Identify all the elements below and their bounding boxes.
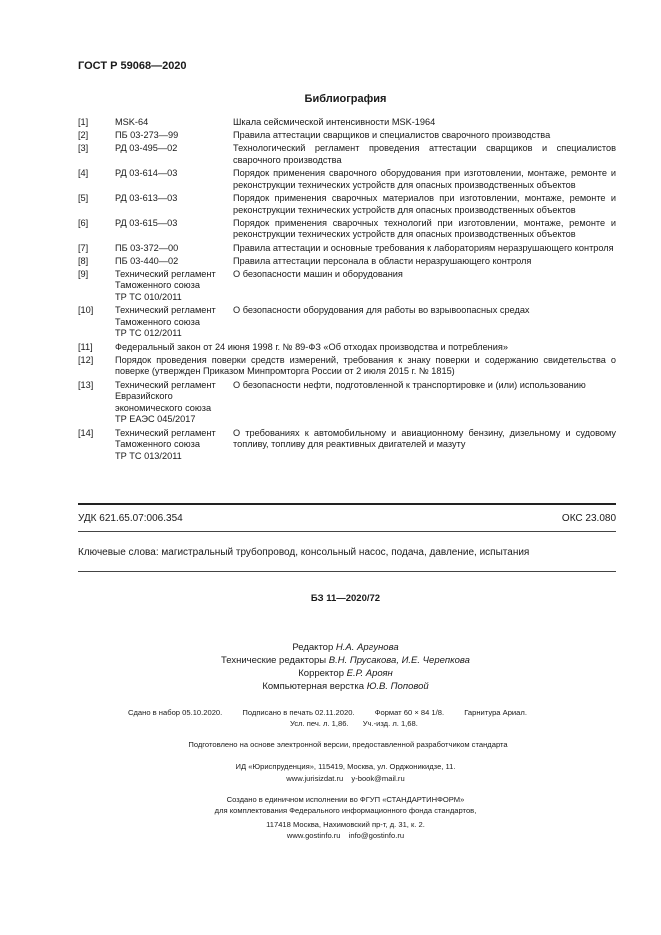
entry-title: Правила аттестации и основные требования к лабораториям неразрушающего контроля <box>233 242 614 253</box>
bibliography-entry <box>78 380 616 426</box>
entry-number: [3] <box>78 143 89 154</box>
divider-2 <box>78 571 616 572</box>
staff-layout <box>0 681 661 692</box>
print-sheets: Усл. печ. л. 1,86. <box>290 719 349 728</box>
entry-number: [13] <box>78 379 94 390</box>
bibliography-entry <box>78 269 616 304</box>
bibliography-entry <box>78 243 616 255</box>
publisher-line: ИД «Юриспруденция», 115419, Москва, ул. Орджоникидзе, 11. <box>235 762 456 771</box>
entry-number: [5] <box>78 192 89 203</box>
entry-number: [10] <box>78 305 94 316</box>
editor-label: Редактор <box>292 642 334 653</box>
entry-title: Порядок применения сварочных материалов при изготовлении, монтаже, ремонте и реконструкции технических устройств для опасных производственных объектов <box>233 192 616 215</box>
layout-label: Компьютерная верстка <box>262 681 365 692</box>
entry-code: ПБ 03-273—99 <box>115 130 179 141</box>
entry-title: Порядок применения сварочных технологий при изготовлении, монтаже, ремонте и реконструкции технических устройств для опасных производственных объектов <box>233 217 616 240</box>
editor-name: Н.А. Аргунова <box>335 642 399 653</box>
pub-sheets: Уч.-изд. л. 1,68. <box>362 719 418 728</box>
entry-number: [2] <box>78 130 89 141</box>
entry-title: Технологический регламент проведения аттестации сварщиков и специалистов сварочного производства <box>233 143 616 165</box>
sent-date: Сдано в набор 05.10.2020. <box>128 708 223 717</box>
signed-date: Подписано в печать 02.11.2020. <box>242 708 355 717</box>
udc-code: УДК 621.65.07:006.354 <box>78 513 183 524</box>
publisher-site[interactable]: www.jurisizdat.ru <box>286 774 344 783</box>
bibliography-list <box>78 117 616 464</box>
entry-code: РД 03-613—03 <box>115 192 178 203</box>
entry-title: Порядок применения сварочного оборудования при изготовлении, монтаже, ремонте и реконструкции технических устройств для опасных производственных объектов <box>233 168 616 190</box>
entry-title: О безопасности машин и оборудования <box>233 268 403 279</box>
entry-code: Технический регламент Таможенного союза ТР ТС 013/2011 <box>115 427 216 461</box>
tech-names: В.Н. Прусакова, И.Е. Черепкова <box>328 655 470 666</box>
staff-corrector <box>0 668 661 679</box>
typeface: Гарнитура Ариал. <box>464 708 527 717</box>
entry-code: ПБ 03-440—02 <box>115 255 179 266</box>
corrector-label: Корректор <box>298 668 344 679</box>
divider-thick <box>78 503 616 505</box>
entry-number: [4] <box>78 168 89 179</box>
bibliography-entry <box>78 193 616 216</box>
staff-tech <box>0 655 661 666</box>
bibliography-entry <box>78 130 616 142</box>
bibliography-entry <box>78 117 616 129</box>
gostinfo-contacts <box>0 831 661 840</box>
bibliography-entry <box>78 256 616 268</box>
gostinfo-site[interactable]: www.gostinfo.ru <box>286 831 341 840</box>
bibliography-entry <box>78 218 616 241</box>
publisher-contacts <box>0 774 661 783</box>
bibliography-entry <box>78 143 616 166</box>
print-info-line2 <box>290 719 430 728</box>
entry-number: [11] <box>78 341 93 352</box>
entry-code: РД 03-615—03 <box>115 217 178 228</box>
prepared-note: Подготовлено на основе электронной версии, предоставленной разработчиком стандарта <box>188 740 508 749</box>
tech-label: Технические редакторы <box>221 655 327 666</box>
gostinfo-email[interactable]: info@gostinfo.ru <box>348 831 405 840</box>
entry-number: [14] <box>78 427 94 438</box>
bibliography-title: Библиография <box>304 93 387 105</box>
entry-number: [7] <box>78 242 89 253</box>
oks-code: ОКС 23.080 <box>561 513 616 524</box>
bibliography-entry <box>78 355 616 378</box>
bibliography-entry <box>78 342 616 354</box>
entry-full-text: Федеральный закон от 24 июня 1998 г. № 89-ФЗ «Об отходах производства и потребления» <box>115 341 508 352</box>
bibliography-entry <box>78 168 616 191</box>
entry-title: О требованиях к автомобильному и авиационному бензину, дизельному и судовому топливу, топливу для реактивных двигателей и мазуту <box>233 427 616 450</box>
bibliography-entry <box>78 428 616 463</box>
publisher-address: 117418 Москва, Нахимовский пр-т, д. 31, к. 2. <box>266 820 425 829</box>
entry-code: Технический регламент Таможенного союза ТР ТС 012/2011 <box>115 305 216 339</box>
bz-code: БЗ 11—2020/72 <box>310 593 381 604</box>
entry-title: Правила аттестации сварщиков и специалистов сварочного производства <box>233 130 551 141</box>
bibliography-entry <box>78 305 616 340</box>
print-info-line1 <box>128 708 545 717</box>
format: Формат 60 × 84 1/8. <box>374 708 445 717</box>
layout-name: Ю.В. Поповой <box>366 681 429 692</box>
entry-number: [1] <box>78 117 89 127</box>
entry-title: О безопасности оборудования для работы во взрывоопасных средах <box>233 305 530 316</box>
entry-title: Шкала сейсмической интенсивности MSK-1964 <box>233 117 436 127</box>
entry-number: [6] <box>78 217 89 228</box>
entry-number: [12] <box>78 354 94 365</box>
entry-title: Правила аттестации персонала в области неразрушающего контроля <box>233 255 532 266</box>
publisher-email[interactable]: y-book@mail.ru <box>351 774 405 783</box>
entry-number: [8] <box>78 255 89 266</box>
staff-editor <box>0 642 661 653</box>
entry-number: [9] <box>78 268 89 279</box>
entry-code: MSK-64 <box>115 117 149 127</box>
entry-title: О безопасности нефти, подготовленной к транспортировке и (или) использованию <box>233 379 586 390</box>
created-line2: для комплектования Федерального информационного фонда стандартов, <box>214 806 477 815</box>
document-code: ГОСТ Р 59068—2020 <box>78 60 187 72</box>
entry-full-text: Порядок проведения поверки средств измерений, требования к знаку поверки и содержанию свидетельства о поверке (утвержден Приказом Минпромторга России от 2 июля 2015 г. № 1815) <box>115 354 616 377</box>
entry-code: Технический регламент Евразийского экономического союза ТР ЕАЭС 045/2017 <box>115 379 216 425</box>
corrector-name: Е.Р. Ароян <box>346 668 393 679</box>
created-line1: Создано в единичном исполнении во ФГУП «СТАНДАРТИНФОРМ» <box>226 795 465 804</box>
entry-code: ПБ 03-372—00 <box>115 242 179 253</box>
entry-code: Технический регламент Таможенного союза ТР ТС 010/2011 <box>115 268 216 303</box>
entry-code: РД 03-614—03 <box>115 168 178 179</box>
divider-1 <box>78 531 616 532</box>
keywords: Ключевые слова: магистральный трубопровод, консольный насос, подача, давление, испытания <box>78 547 530 558</box>
entry-code: РД 03-495—02 <box>115 143 178 154</box>
